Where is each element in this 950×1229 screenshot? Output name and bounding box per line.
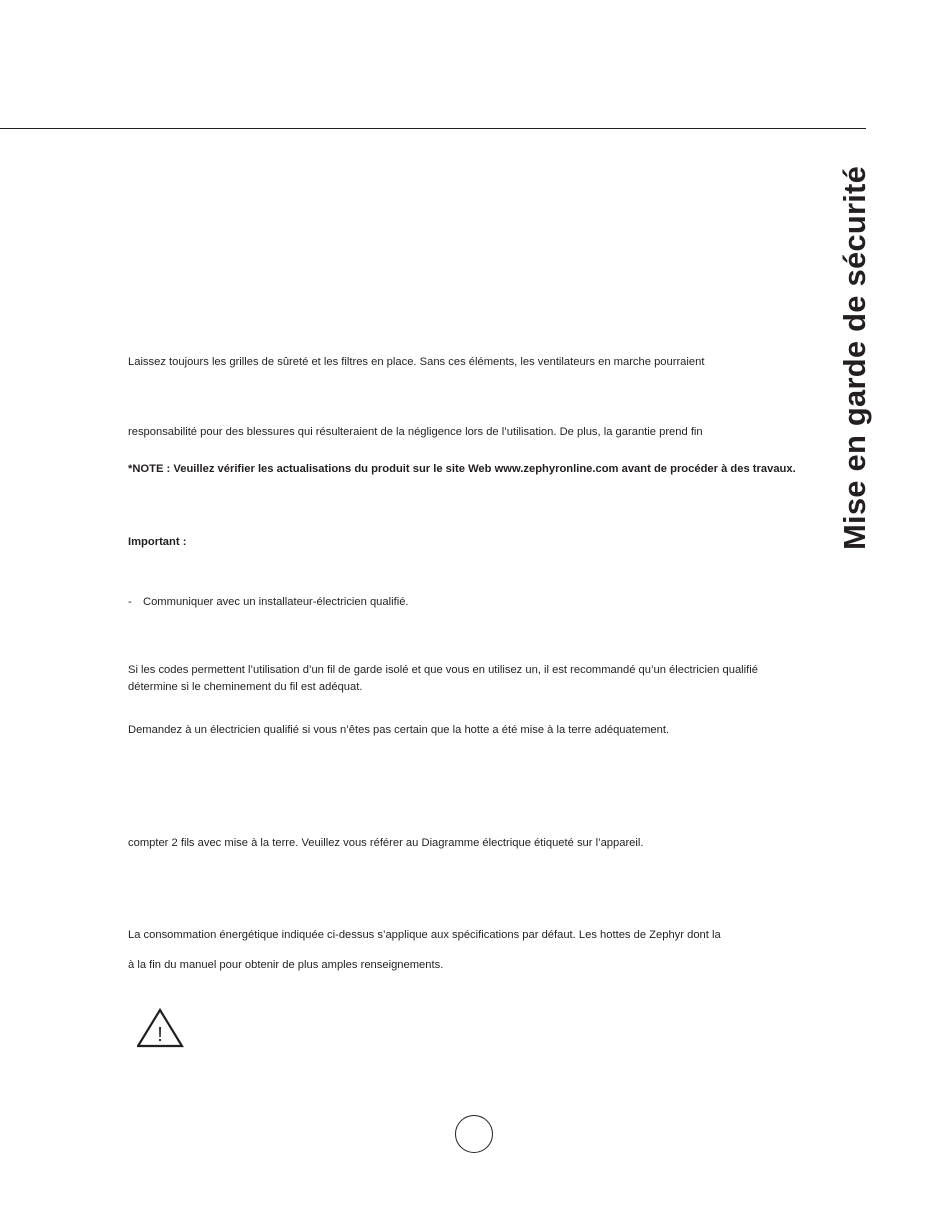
paragraph-liability: responsabilité pour des blessures qui résulteraient de la négligence lors de l’utilisation. De plus, la garantie prend fin — [128, 426, 703, 438]
paragraph-end-of-manual: à la fin du manuel pour obtenir de plus amples renseignements. — [128, 959, 444, 971]
paragraph-wiring-diagram: compter 2 fils avec mise à la terre. Veuillez vous référer au Diagramme électrique étiqueté sur l’appareil. — [128, 837, 644, 849]
paragraph-ask-electrician: Demandez à un électricien qualifié si vous n’êtes pas certain que la hotte a été mise à la terre adéquatement. — [128, 724, 670, 736]
section-side-title: Mise en garde de sécurité — [837, 165, 872, 551]
list-item — [128, 594, 800, 611]
paragraph-energy-consumption: La consommation énergétique indiquée ci-dessus s’applique aux spécifications par défaut. Les hottes de Zephyr dont la — [128, 929, 721, 941]
warning-triangle-icon — [137, 1008, 185, 1048]
important-heading: Important : — [128, 536, 187, 548]
paragraph-note: *NOTE : Veuillez vérifier les actualisations du produit sur le site Web www.zephyronline.com avant de procéder à des travaux. — [128, 463, 796, 475]
paragraph-ground-wire: Si les codes permettent l’utilisation d’un fil de garde isolé et que vous en utilisez un, il est recommandé qu’un électricien qualifié détermine si le cheminement du fil est adéquat. — [128, 664, 758, 693]
warning-exclamation: ! — [157, 1024, 163, 1046]
paragraph-safety-grilles: Laissez toujours les grilles de sûreté et les filtres en place. Sans ces éléments, les ventilateurs en marche pourraient — [128, 356, 705, 368]
header-rule — [0, 128, 866, 129]
bullet-dash: - — [128, 596, 132, 608]
page-number-circle — [455, 1115, 493, 1153]
bullet-text: Communiquer avec un installateur-électricien qualifié. — [143, 596, 409, 608]
